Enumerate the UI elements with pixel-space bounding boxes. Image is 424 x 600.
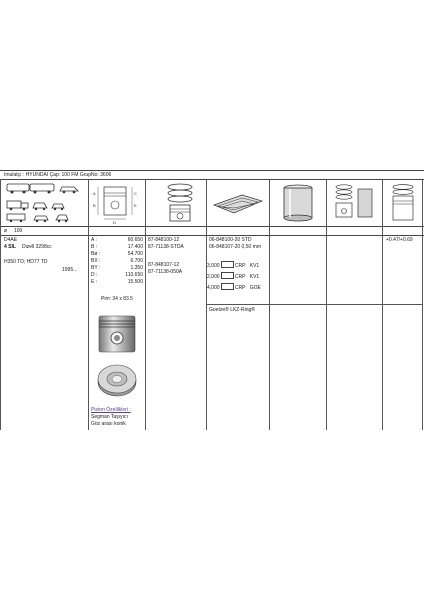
dim-label: Bø : [91,251,101,257]
ring-swatch [221,283,234,290]
piston-dimensions-icon [90,181,142,225]
piston-kit-icon [332,181,376,225]
ring-swatch [221,261,234,268]
ring-part-number: 06-848100-20 STD [209,237,252,243]
oversize-values: +0.47/+0.69 [386,237,413,243]
ring-size: 3,000 [207,263,220,269]
manufacturer-line: Imalatçı : HYUNDAI Çap: 100 FM GrupNo: 3606 [4,172,112,178]
ring-size: 2,000 [207,274,220,280]
ring-swatch [221,272,234,279]
ring-row [207,261,259,269]
pin-size: Pim: 34 x 83.5 [101,296,133,302]
diameter-icon: ø [4,228,8,234]
ring-type: CRP [234,263,246,269]
production-year: 1995... [62,267,78,273]
dim-label: B : [91,244,98,250]
ring-code: GOE [249,285,261,291]
column-divider [88,179,89,430]
ring-size: 4,000 [207,285,220,291]
dim-value: 1.350 [130,265,143,271]
engine-code: D4AE [4,237,18,243]
ring-type: CRP [234,285,246,291]
piston-part-number: 87-848107-12 [148,262,180,268]
catalog-sheet [0,170,424,430]
ring-part-number: 06-848107-20 0,50 mm [209,244,261,250]
svg-text:B: B [93,203,96,208]
column-divider [145,179,146,430]
piston-part-number: 87-71138-STDA [148,244,184,250]
icon-header-row [0,179,424,227]
ring-row [207,283,261,291]
dim-label: BY : [91,265,101,271]
svg-text:D: D [113,220,116,225]
ring-brand: Goetze® LKZ-Ring® [209,307,255,313]
cylinder-liner-icon [280,183,316,225]
diameter-value: 100 [14,228,23,234]
dim-value: 17.400 [127,244,143,250]
svg-text:E: E [134,203,137,208]
dim-value: 60.650 [127,237,143,243]
engine-cylinders: 4 SIL [4,244,16,250]
svg-text:C: C [134,191,137,196]
column-divider [422,179,423,430]
piston-side-photo [95,312,139,356]
piston-part-number: 87-71138-050A [148,269,183,275]
dim-label: BX : [91,258,101,264]
dim-label: D : [91,272,98,278]
piston-top-photo [95,360,139,400]
ring-row [207,272,259,280]
complete-kit-icon [384,181,422,225]
section-divider [206,304,422,305]
engine-fuel-volume: Dizell 3298cc [22,244,52,250]
piston-features-title: Piston Özellikleri : [91,407,131,413]
svg-text:A: A [93,191,96,196]
ring-code: KV1 [249,274,260,280]
piston-part-number: 87-848100-12 [148,237,180,243]
vehicle-models: H350 TD; HD77 TD [4,259,48,265]
dim-value: 6.700 [130,258,143,264]
dim-value: 15.500 [127,279,143,285]
piston-feature: Segman Taşıyıcı [91,414,128,420]
dim-value: 110.650 [125,272,143,278]
vehicles-icon [4,181,84,225]
diameter-row [0,227,424,236]
dim-value: 54.700 [127,251,143,257]
piston-feature: Göz arası konik [91,421,126,427]
piston-ring-set-icon [212,191,264,217]
dim-label: E : [91,279,98,285]
ring-type: CRP [234,274,246,280]
piston-rings-and-piston-icon [156,181,204,225]
dim-label: A : [91,237,97,243]
column-divider [0,179,1,430]
ring-code: KV1 [249,263,260,269]
